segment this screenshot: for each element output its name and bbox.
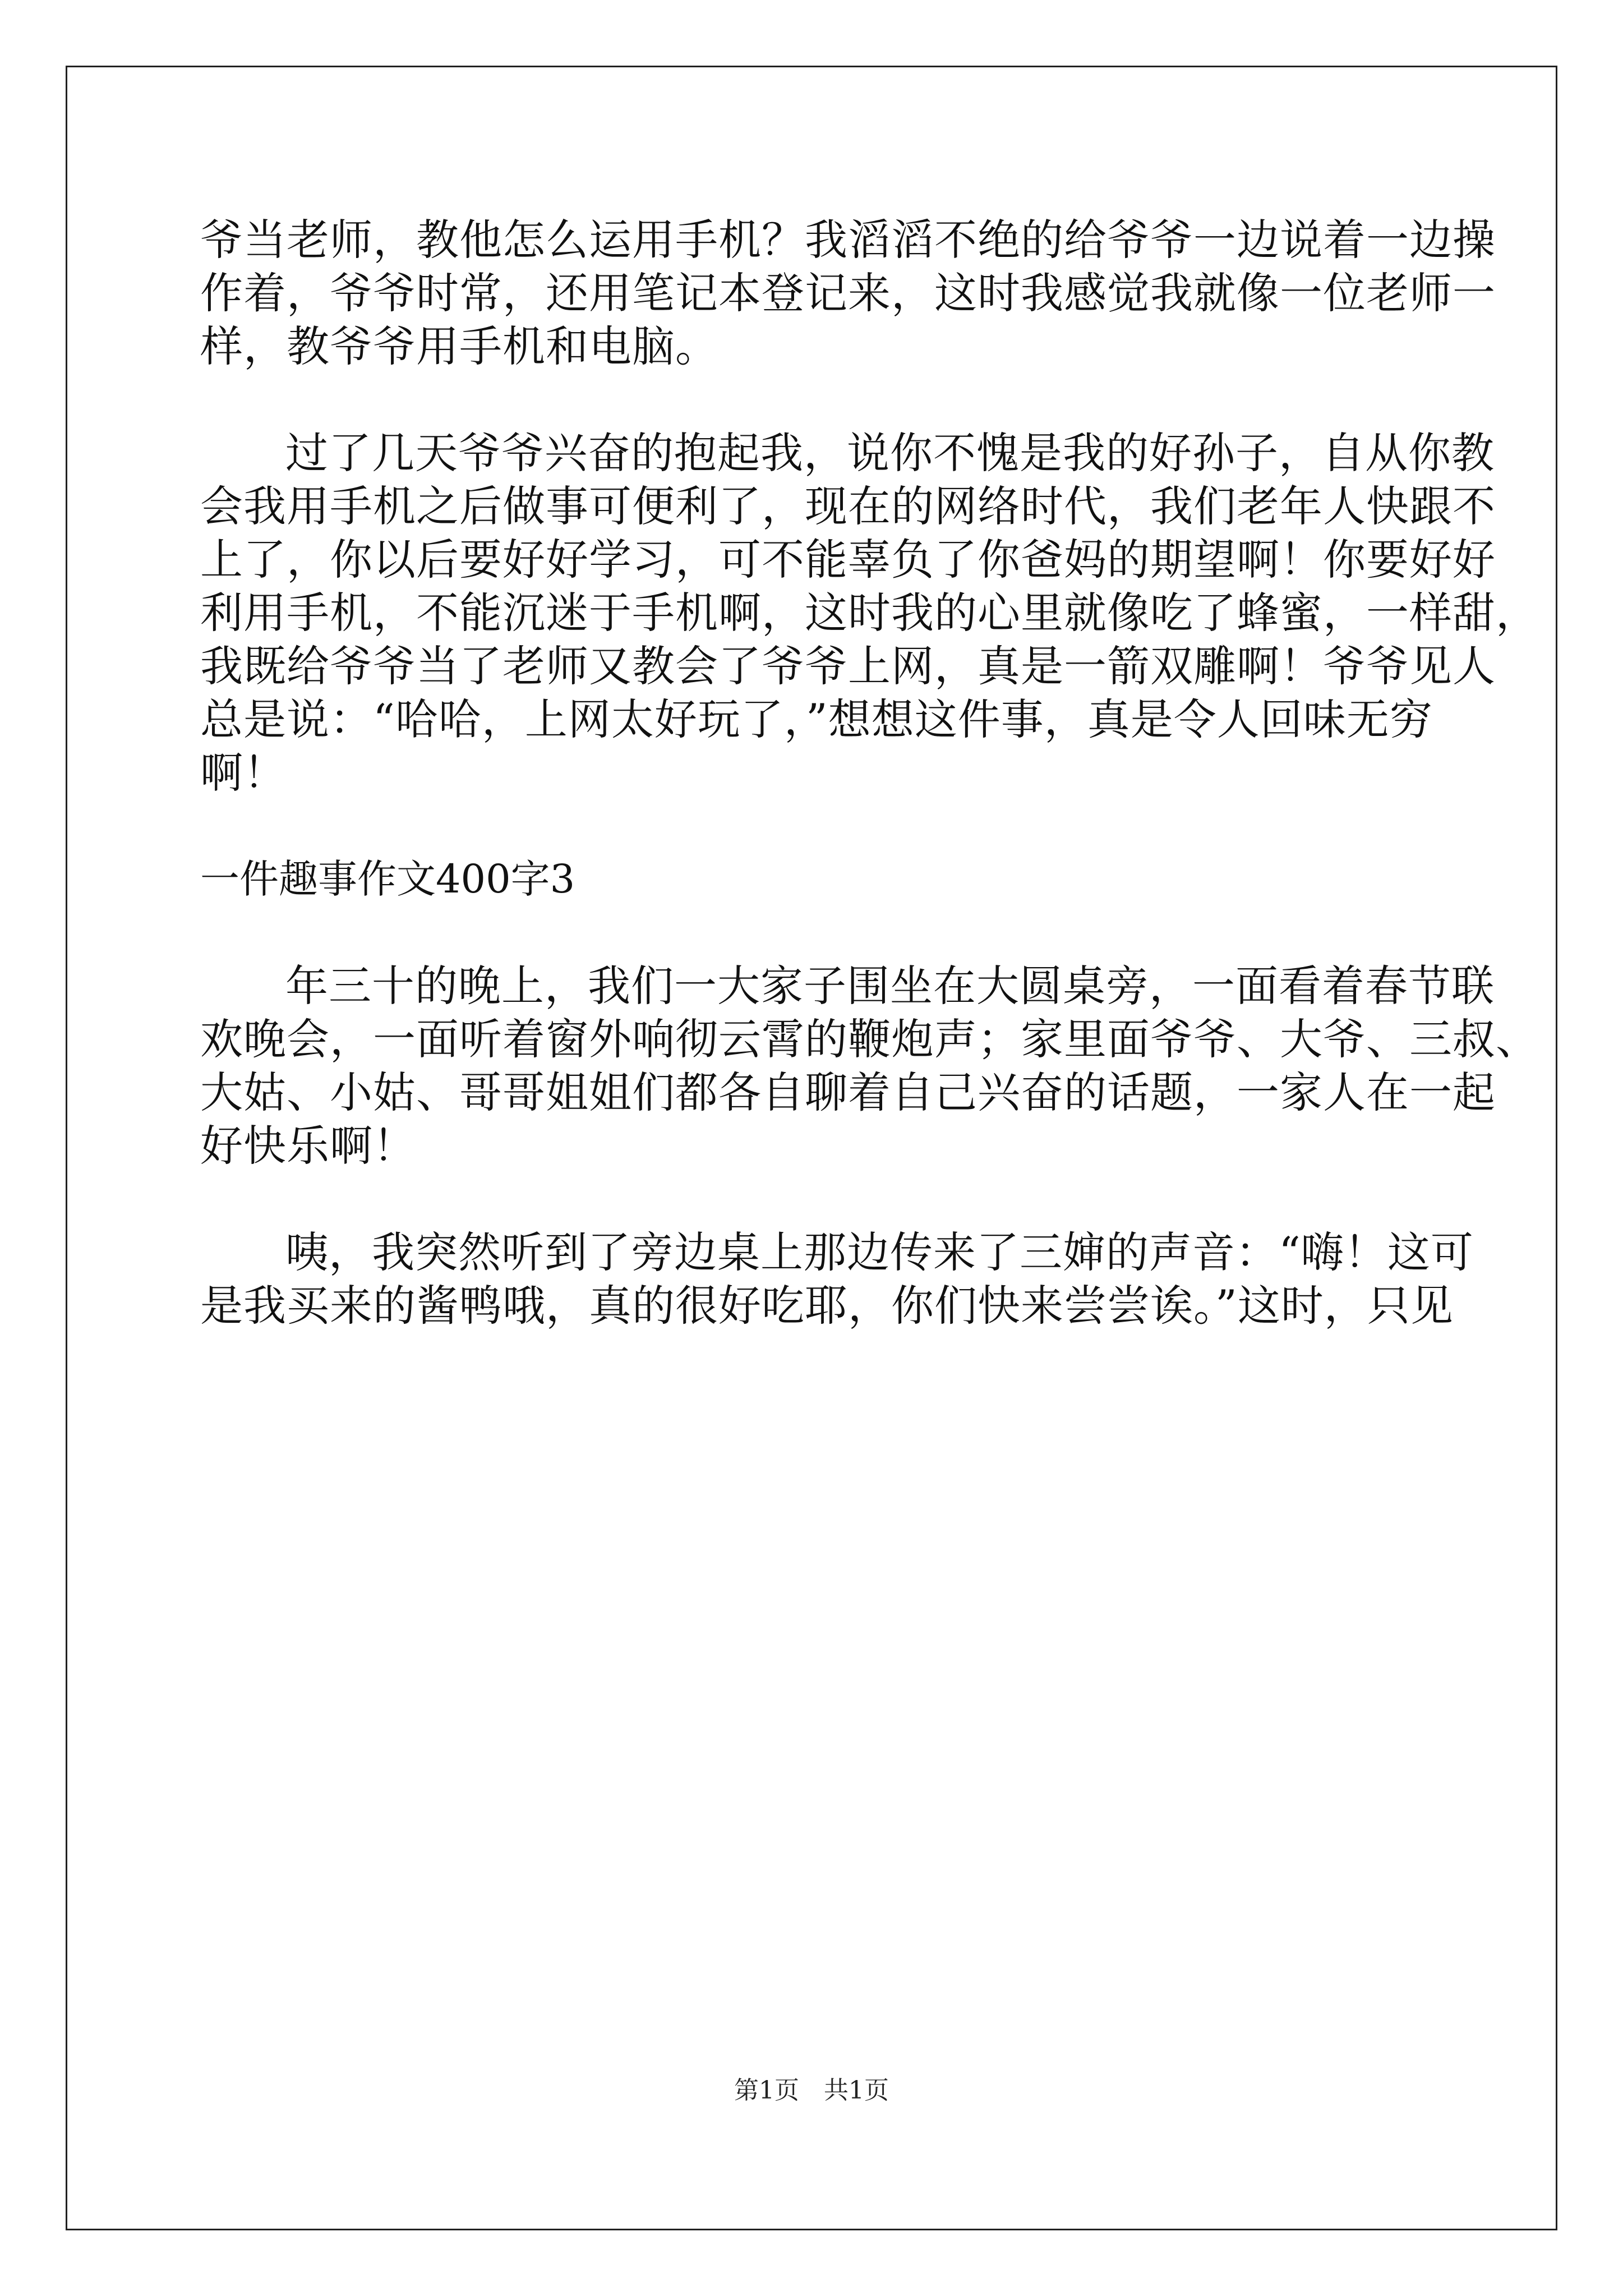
text-line: 是我买来的酱鸭哦，真的很好吃耶，你们快来尝尝诶。”这时，只见 (200, 1281, 1454, 1331)
text-line: 啊！ (200, 748, 287, 798)
paragraph-4 (200, 1226, 1474, 1332)
section-heading: 一件趣事作文400字3 (200, 856, 575, 902)
text-line: 上了，你以后要好好学习，可不能辜负了你爸妈的期望啊！你要好好 (200, 535, 1496, 585)
text-line: 咦，我突然听到了旁边桌上那边传来了三婶的声音：“嗨！这可 (285, 1227, 1474, 1277)
text-line: 年三十的晚上，我们一大家子围坐在大圆桌旁，一面看着春节联 (285, 961, 1495, 1011)
text-line: 好快乐啊！ (200, 1121, 416, 1171)
text-line: 过了几天爷爷兴奋的抱起我，说你不愧是我的好孙子，自从你教 (285, 428, 1495, 478)
document-body (200, 213, 1539, 1332)
text-line: 爷当老师，教他怎么运用手机？我滔滔不绝的给爷爷一边说着一边操 (200, 215, 1496, 265)
paragraph-3 (200, 959, 1539, 1172)
page-number-footer: 第1页 共1页 (734, 2076, 889, 2105)
paragraph-1 (200, 213, 1496, 373)
text-line: 欢晚会，一面听着窗外响彻云霄的鞭炮声；家里面爷爷、大爷、三叔、 (200, 1014, 1539, 1064)
text-line: 利用手机，不能沉迷于手机啊，这时我的心里就像吃了蜂蜜，一样甜， (200, 588, 1539, 638)
text-line: 样，教爷爷用手机和电脑。 (200, 321, 718, 371)
text-line: 作着，爷爷时常，还用笔记本登记来，这时我感觉我就像一位老师一 (200, 268, 1496, 318)
text-line: 大姑、小姑、哥哥姐姐们都各自聊着自己兴奋的话题，一家人在一起 (200, 1068, 1496, 1117)
text-line: 我既给爷爷当了老师又教会了爷爷上网，真是一箭双雕啊！爷爷见人 (200, 641, 1496, 691)
text-line: 总是说：“哈哈，上网太好玩了，”想想这件事，真是令人回味无穷 (200, 694, 1433, 744)
text-line: 会我用手机之后做事可便利了，现在的网络时代，我们老年人快跟不 (200, 481, 1496, 531)
paragraph-2 (200, 426, 1539, 799)
